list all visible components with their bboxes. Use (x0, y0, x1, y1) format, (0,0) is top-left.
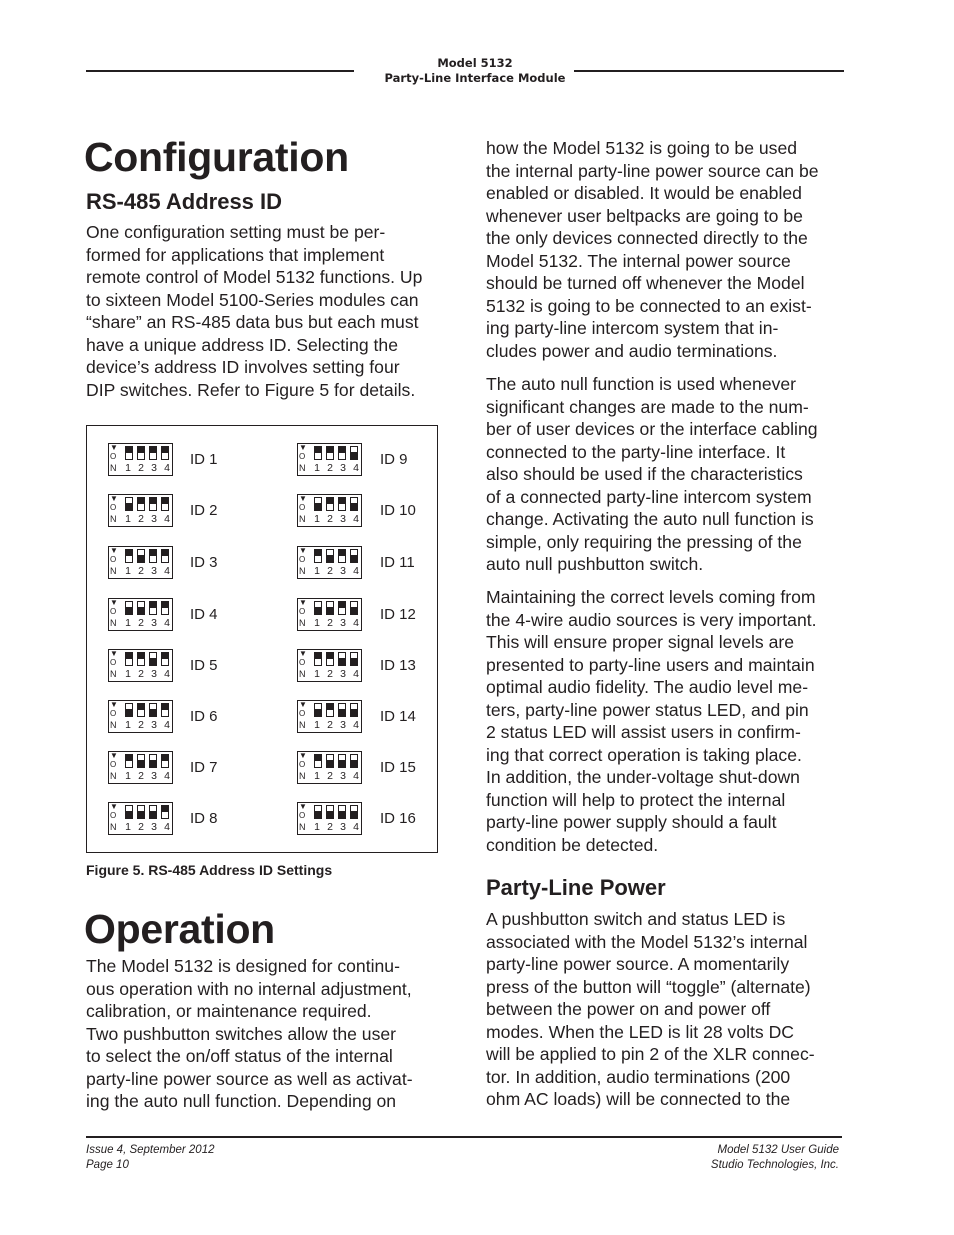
rs485-paragraph: One configuration setting must be per- formed for applications that implement remote control of Model 5132 functions. Up to sixteen Model 5100-Series modules can “share” an RS-485 data bus but each must have a unique address ID. Selecting the device’s address ID involves setting four DIP switches. Refer to Figure 5 for details. (86, 222, 423, 400)
on-label-n: N (299, 720, 306, 730)
id-label-1: ID 1 (190, 451, 218, 468)
switch-3 (338, 805, 346, 819)
dip-switch-1 (108, 443, 173, 476)
id-label-16: ID 16 (380, 810, 416, 827)
dip-switch-16 (297, 802, 362, 835)
dip-switch-9 (297, 443, 362, 476)
switch-3 (338, 601, 346, 615)
header-rule-left (86, 70, 354, 72)
on-label-n: N (110, 669, 117, 679)
switch-number: 2 (138, 565, 144, 577)
switch-4 (350, 805, 358, 819)
switch-1 (314, 703, 322, 717)
switch-2 (137, 601, 145, 615)
switch-1 (314, 652, 322, 666)
dip-switch-2 (108, 494, 173, 527)
on-arrow-icon: ▼ (110, 443, 118, 452)
switch-number: 1 (314, 513, 320, 525)
on-arrow-icon: ▼ (299, 700, 307, 709)
switch-1 (314, 446, 322, 460)
on-arrow-icon: ▼ (110, 494, 118, 503)
switch-4 (350, 601, 358, 615)
switch-number: 1 (314, 719, 320, 731)
on-arrow-icon: ▼ (110, 700, 118, 709)
switch-number: 4 (353, 617, 359, 629)
dip-switch-4 (108, 598, 173, 631)
on-arrow-icon: ▼ (110, 802, 118, 811)
switch-number: 3 (151, 513, 157, 525)
audio-levels-paragraph: Maintaining the correct levels coming from the 4-wire audio sources is very important. This will ensure proper signal levels are presented to party-line users and maintain optimal audio fidelity. The audio level me- ters, party-line power status LED, and pin 2 status LED will assist users in confirm- ing that correct operation is taking place. In addition, the under-voltage shut-down function will help to protect the internal party-line power supply should a fault condition be detected. (486, 587, 817, 855)
id-label-9: ID 9 (380, 451, 408, 468)
switch-number: 4 (164, 821, 170, 833)
switch-number: 2 (138, 719, 144, 731)
switch-2 (326, 601, 334, 615)
on-label-o: O (299, 658, 306, 667)
switch-number: 4 (353, 513, 359, 525)
power-source-paragraph: how the Model 5132 is going to be used the internal party-line power source can be enabled or disabled. It would be enabled whenever user beltpacks are going to be the only devices connected directly to the Model 5132. The internal power source should be turned off whenever the Model 5132 is going to be connected to an exist- ing party-line intercom system that in- cludes power and audio terminations. (486, 138, 819, 361)
operation-title: Operation (84, 906, 275, 952)
switch-number: 4 (164, 770, 170, 782)
on-arrow-icon: ▼ (299, 649, 307, 658)
switch-1 (125, 754, 133, 768)
switch-1 (314, 754, 322, 768)
switch-1 (125, 805, 133, 819)
switch-number: 1 (125, 719, 131, 731)
switch-4 (350, 652, 358, 666)
switch-4 (161, 703, 169, 717)
on-arrow-icon: ▼ (299, 443, 307, 452)
switch-3 (149, 754, 157, 768)
dip-switch-7 (108, 751, 173, 784)
switch-2 (137, 652, 145, 666)
switch-3 (149, 549, 157, 563)
id-label-11: ID 11 (380, 554, 415, 571)
switch-number: 3 (151, 617, 157, 629)
switch-1 (125, 446, 133, 460)
switch-number: 3 (340, 821, 346, 833)
switch-4 (350, 549, 358, 563)
switch-3 (338, 446, 346, 460)
operation-paragraph: The Model 5132 is designed for continu- ous operation with no internal adjustment, calibration, or maintenance required. Two pushbutton switches allow the user to select the on/off status of the internal party-line power source as well as activat- ing the auto null function. Depending on (86, 956, 413, 1111)
switch-4 (350, 754, 358, 768)
on-arrow-icon: ▼ (110, 649, 118, 658)
switch-4 (161, 601, 169, 615)
switch-4 (350, 703, 358, 717)
on-arrow-icon: ▼ (299, 546, 307, 555)
switch-number: 2 (327, 821, 333, 833)
switch-number: 1 (314, 770, 320, 782)
switch-number: 3 (151, 668, 157, 680)
switch-2 (137, 805, 145, 819)
id-label-13: ID 13 (380, 657, 416, 674)
on-label-o: O (110, 709, 117, 718)
dip-switch-8 (108, 802, 173, 835)
switch-number: 3 (151, 821, 157, 833)
switch-number: 4 (164, 719, 170, 731)
header-subtitle: Party-Line Interface Module (384, 71, 566, 85)
on-label-o: O (110, 658, 117, 667)
party-line-power-heading: Party-Line Power (486, 875, 666, 900)
dip-switch-3 (108, 546, 173, 579)
switch-4 (161, 497, 169, 511)
switch-2 (326, 549, 334, 563)
switch-3 (149, 703, 157, 717)
on-label-n: N (110, 618, 117, 628)
on-label-o: O (110, 760, 117, 769)
on-label-o: O (299, 452, 306, 461)
switch-number: 4 (353, 565, 359, 577)
party-line-power-paragraph: A pushbutton switch and status LED is associated with the Model 5132’s internal party-line power source. A momentarily press of the button will “toggle” (alternate) between the power on and power off modes. When the LED is lit 28 volts DC will be applied to pin 2 of the XLR connec- tor. In addition, audio terminations (200 ohm AC loads) will be connected to the (486, 909, 815, 1109)
on-arrow-icon: ▼ (299, 494, 307, 503)
figure-caption: Figure 5. RS-485 Address ID Settings (86, 862, 333, 878)
switch-number: 3 (340, 719, 346, 731)
on-arrow-icon: ▼ (110, 598, 118, 607)
switch-4 (161, 446, 169, 460)
on-label-o: O (110, 452, 117, 461)
on-label-n: N (110, 514, 117, 524)
switch-number: 4 (164, 513, 170, 525)
switch-1 (125, 601, 133, 615)
switch-number: 4 (353, 668, 359, 680)
header-rule-right (574, 70, 844, 72)
switch-number: 3 (340, 617, 346, 629)
id-label-5: ID 5 (190, 657, 218, 674)
switch-number: 2 (138, 668, 144, 680)
switch-number: 3 (340, 668, 346, 680)
configuration-title: Configuration (84, 134, 349, 180)
switch-number: 2 (327, 513, 333, 525)
switch-number: 2 (138, 770, 144, 782)
id-label-14: ID 14 (380, 708, 416, 725)
switch-number: 2 (327, 565, 333, 577)
on-arrow-icon: ▼ (110, 751, 118, 760)
dip-switch-14 (297, 700, 362, 733)
switch-1 (314, 549, 322, 563)
switch-2 (326, 703, 334, 717)
switch-number: 3 (151, 719, 157, 731)
on-label-n: N (299, 463, 306, 473)
switch-3 (338, 652, 346, 666)
switch-1 (125, 652, 133, 666)
switch-1 (125, 549, 133, 563)
switch-number: 1 (125, 668, 131, 680)
id-label-7: ID 7 (190, 759, 218, 776)
switch-number: 3 (340, 462, 346, 474)
switch-3 (338, 497, 346, 511)
switch-3 (149, 446, 157, 460)
switch-number: 4 (353, 462, 359, 474)
switch-number: 2 (138, 462, 144, 474)
id-label-8: ID 8 (190, 810, 218, 827)
switch-3 (338, 754, 346, 768)
on-label-n: N (299, 669, 306, 679)
switch-4 (350, 497, 358, 511)
switch-number: 3 (340, 513, 346, 525)
switch-4 (161, 549, 169, 563)
switch-number: 4 (164, 565, 170, 577)
auto-null-paragraph: The auto null function is used whenever significant changes are made to the num- ber of user devices or the interface cabling connected to the party-line interface. It also should be used if the characteristics of a connected party-line intercom system change. Activating the auto null function is simple, only requiring the pressing of the auto null pushbutton switch. (486, 374, 818, 574)
switch-4 (161, 652, 169, 666)
id-label-2: ID 2 (190, 502, 218, 519)
on-label-o: O (299, 555, 306, 564)
switch-2 (326, 446, 334, 460)
switch-4 (161, 805, 169, 819)
switch-number: 1 (314, 821, 320, 833)
switch-number: 4 (353, 770, 359, 782)
switch-4 (161, 754, 169, 768)
on-label-n: N (299, 822, 306, 832)
switch-number: 3 (151, 770, 157, 782)
address-id-figure (86, 425, 438, 853)
dip-switch-15 (297, 751, 362, 784)
id-label-10: ID 10 (380, 502, 416, 519)
switch-number: 4 (164, 617, 170, 629)
switch-number: 1 (125, 617, 131, 629)
on-label-o: O (110, 503, 117, 512)
switch-number: 4 (164, 668, 170, 680)
switch-2 (326, 497, 334, 511)
switch-number: 3 (151, 462, 157, 474)
on-label-n: N (110, 720, 117, 730)
switch-number: 2 (327, 462, 333, 474)
dip-switch-11 (297, 546, 362, 579)
footer-company: Studio Technologies, Inc. (710, 1159, 839, 1171)
switch-2 (137, 703, 145, 717)
on-label-o: O (299, 709, 306, 718)
on-label-o: O (299, 503, 306, 512)
footer-guide: Model 5132 User Guide (717, 1144, 839, 1156)
switch-number: 4 (353, 719, 359, 731)
footer-page: Page 10 (86, 1159, 129, 1171)
switch-number: 1 (125, 821, 131, 833)
switch-2 (137, 754, 145, 768)
on-label-n: N (299, 618, 306, 628)
switch-number: 1 (125, 462, 131, 474)
switch-number: 1 (125, 565, 131, 577)
footer-issue: Issue 4, September 2012 (86, 1144, 215, 1156)
switch-number: 3 (151, 565, 157, 577)
dip-switch-10 (297, 494, 362, 527)
switch-2 (137, 497, 145, 511)
switch-number: 3 (340, 770, 346, 782)
running-header (350, 56, 600, 86)
switch-number: 2 (327, 770, 333, 782)
switch-number: 4 (353, 821, 359, 833)
switch-2 (326, 652, 334, 666)
dip-switch-13 (297, 649, 362, 682)
on-label-o: O (299, 607, 306, 616)
on-label-n: N (110, 463, 117, 473)
id-label-15: ID 15 (380, 759, 416, 776)
switch-number: 1 (314, 617, 320, 629)
switch-number: 1 (314, 668, 320, 680)
switch-3 (149, 805, 157, 819)
on-label-o: O (110, 811, 117, 820)
on-label-n: N (110, 771, 117, 781)
rs485-heading: RS-485 Address ID (86, 189, 283, 214)
switch-number: 2 (327, 668, 333, 680)
switch-3 (149, 601, 157, 615)
dip-switch-12 (297, 598, 362, 631)
switch-3 (338, 549, 346, 563)
switch-2 (326, 754, 334, 768)
on-label-n: N (299, 771, 306, 781)
footer-rule (86, 1136, 842, 1138)
switch-3 (149, 652, 157, 666)
switch-3 (149, 497, 157, 511)
switch-1 (125, 497, 133, 511)
on-arrow-icon: ▼ (110, 546, 118, 555)
id-label-12: ID 12 (380, 606, 416, 623)
id-label-6: ID 6 (190, 708, 218, 725)
switch-2 (137, 549, 145, 563)
on-label-n: N (299, 566, 306, 576)
switch-number: 1 (314, 565, 320, 577)
id-label-4: ID 4 (190, 606, 218, 623)
switch-number: 2 (327, 719, 333, 731)
switch-number: 2 (138, 513, 144, 525)
switch-1 (314, 497, 322, 511)
dip-switch-5 (108, 649, 173, 682)
on-label-o: O (299, 811, 306, 820)
switch-number: 2 (138, 821, 144, 833)
switch-number: 2 (327, 617, 333, 629)
header-model: Model 5132 (437, 56, 513, 70)
switch-1 (125, 703, 133, 717)
switch-2 (137, 446, 145, 460)
on-label-o: O (110, 607, 117, 616)
switch-number: 4 (164, 462, 170, 474)
switch-4 (350, 446, 358, 460)
id-label-3: ID 3 (190, 554, 218, 571)
on-arrow-icon: ▼ (299, 802, 307, 811)
switch-1 (314, 601, 322, 615)
on-label-n: N (110, 566, 117, 576)
switch-number: 2 (138, 617, 144, 629)
on-arrow-icon: ▼ (299, 598, 307, 607)
switch-number: 1 (314, 462, 320, 474)
switch-number: 3 (340, 565, 346, 577)
on-label-o: O (299, 760, 306, 769)
on-arrow-icon: ▼ (299, 751, 307, 760)
switch-number: 1 (125, 513, 131, 525)
switch-1 (314, 805, 322, 819)
on-label-n: N (110, 822, 117, 832)
dip-switch-6 (108, 700, 173, 733)
on-label-n: N (299, 514, 306, 524)
on-label-o: O (110, 555, 117, 564)
switch-number: 1 (125, 770, 131, 782)
switch-2 (326, 805, 334, 819)
switch-3 (338, 703, 346, 717)
